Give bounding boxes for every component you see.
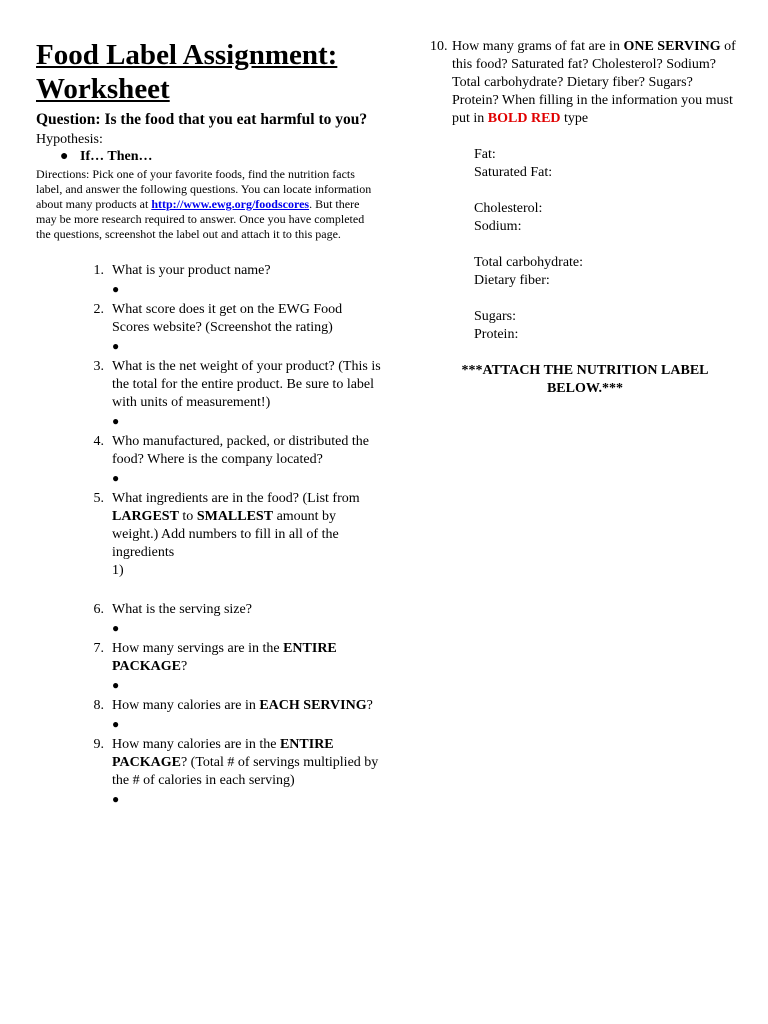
question-number: 10. <box>430 39 448 54</box>
question-text: How many grams of fat are in <box>452 39 624 54</box>
question-number: 8. <box>93 698 104 713</box>
question-text: ? <box>180 659 188 674</box>
question-text: What ingredients are in the food? (List from <box>112 491 360 506</box>
sugars-field[interactable]: Sugars: <box>474 309 516 324</box>
question-item <box>36 640 381 694</box>
answer-bullet[interactable]: ● <box>112 471 120 485</box>
attach-label-instruction: ***ATTACH THE NUTRITION LABEL BELOW.*** <box>461 363 709 396</box>
question-text: of this food? Saturated fat? Cholesterol? Sodium? Total carbohydrate? Dietary fiber? Sugars? Protein? When filling in the information you must put in <box>452 39 736 126</box>
question-item <box>430 38 740 128</box>
question-text: Who manufactured, packed, or distributed the food? Where is the company located? <box>112 434 369 467</box>
answer-bullet[interactable]: ● <box>112 678 120 692</box>
question-number: 4. <box>93 434 104 449</box>
driving-question: Question: Is the food that you eat harmful to you? <box>36 111 368 128</box>
saturated-fat-field[interactable]: Saturated Fat: <box>474 165 553 180</box>
question-item <box>36 601 381 637</box>
fat-field[interactable]: Fat: <box>474 147 496 162</box>
directions <box>36 167 381 242</box>
answer-bullet[interactable]: ● <box>112 414 120 428</box>
question-item <box>36 736 381 808</box>
emphasis-text: EACH SERVING <box>259 698 367 713</box>
bold-red-text: BOLD RED <box>487 111 561 126</box>
question-text: What score does it get on the EWG Food Scores website? (Screenshot the rating) <box>112 302 343 335</box>
question-text: ? (Total # of servings multiplied by the # of calories in each serving) <box>112 755 379 788</box>
title-line-1: Food Label Assignment: <box>36 39 338 71</box>
hypothesis-label: Hypothesis: <box>36 132 103 147</box>
question-number: 6. <box>93 602 104 617</box>
question-number: 3. <box>93 359 104 374</box>
emphasis-text: ONE SERVING <box>623 39 721 54</box>
question-item <box>36 697 381 733</box>
page-title <box>36 38 381 106</box>
emphasis-text: ENTIRE PACKAGE <box>112 737 334 770</box>
answer-bullet[interactable]: ● <box>112 282 120 296</box>
emphasis-largest: LARGEST <box>112 509 179 524</box>
if-then-item <box>60 148 381 165</box>
question-text: type <box>560 111 589 126</box>
question-number: 9. <box>93 737 104 752</box>
question-number: 1. <box>93 263 104 278</box>
question-text: amount by weight.) Add numbers to fill in all of the ingredients <box>112 509 339 560</box>
title-line-2: Worksheet <box>36 73 170 105</box>
question-text: How many servings are in the <box>112 641 284 656</box>
nutrient-fields <box>474 146 740 344</box>
question-text: How many calories are in <box>112 698 260 713</box>
sodium-field[interactable]: Sodium: <box>474 219 522 234</box>
bullet: ● <box>60 149 69 164</box>
ingredient-1-label[interactable]: 1) <box>112 563 124 578</box>
question-text: What is the net weight of your product? (This is the total for the entire product. Be sure to label with units of measurement!) <box>112 359 381 410</box>
question-item <box>36 490 381 598</box>
question-list <box>36 262 381 808</box>
answer-bullet[interactable]: ● <box>112 717 120 731</box>
total-carbohydrate-field[interactable]: Total carbohydrate: <box>474 255 584 270</box>
question-number: 2. <box>93 302 104 317</box>
question-number: 7. <box>93 641 104 656</box>
left-column <box>36 38 381 811</box>
question-item <box>36 358 381 430</box>
right-column <box>430 38 740 398</box>
question-text: ? <box>366 698 373 713</box>
answer-bullet[interactable]: ● <box>112 621 120 635</box>
emphasis-smallest: SMALLEST <box>196 509 274 524</box>
directions-text-2: . But there may be more research required to answer. Once you have completed the questions, screenshot the label out and attach it to this page. <box>36 197 365 241</box>
emphasis-text: ENTIRE PACKAGE <box>112 641 337 674</box>
question-text: What is your product name? <box>112 263 271 278</box>
foodscores-link[interactable]: http://www.ewg.org/foodscores <box>151 197 310 211</box>
answer-bullet[interactable]: ● <box>112 792 120 806</box>
cholesterol-field[interactable]: Cholesterol: <box>474 201 543 216</box>
if-then-text: If… Then… <box>80 149 153 164</box>
directions-text-1: Directions: Pick one of your favorite foods, find the nutrition facts label, and answer the following questions. You can locate information about many products at <box>36 167 372 211</box>
question-item <box>36 301 381 355</box>
dietary-fiber-field[interactable]: Dietary fiber: <box>474 273 550 288</box>
question-text: to <box>178 509 197 524</box>
question-item <box>36 262 381 298</box>
question-item <box>36 433 381 487</box>
question-text: How many calories are in the <box>112 737 280 752</box>
protein-field[interactable]: Protein: <box>474 327 519 342</box>
question-number: 5. <box>93 491 104 506</box>
answer-bullet[interactable]: ● <box>112 339 120 353</box>
question-text: What is the serving size? <box>112 602 252 617</box>
